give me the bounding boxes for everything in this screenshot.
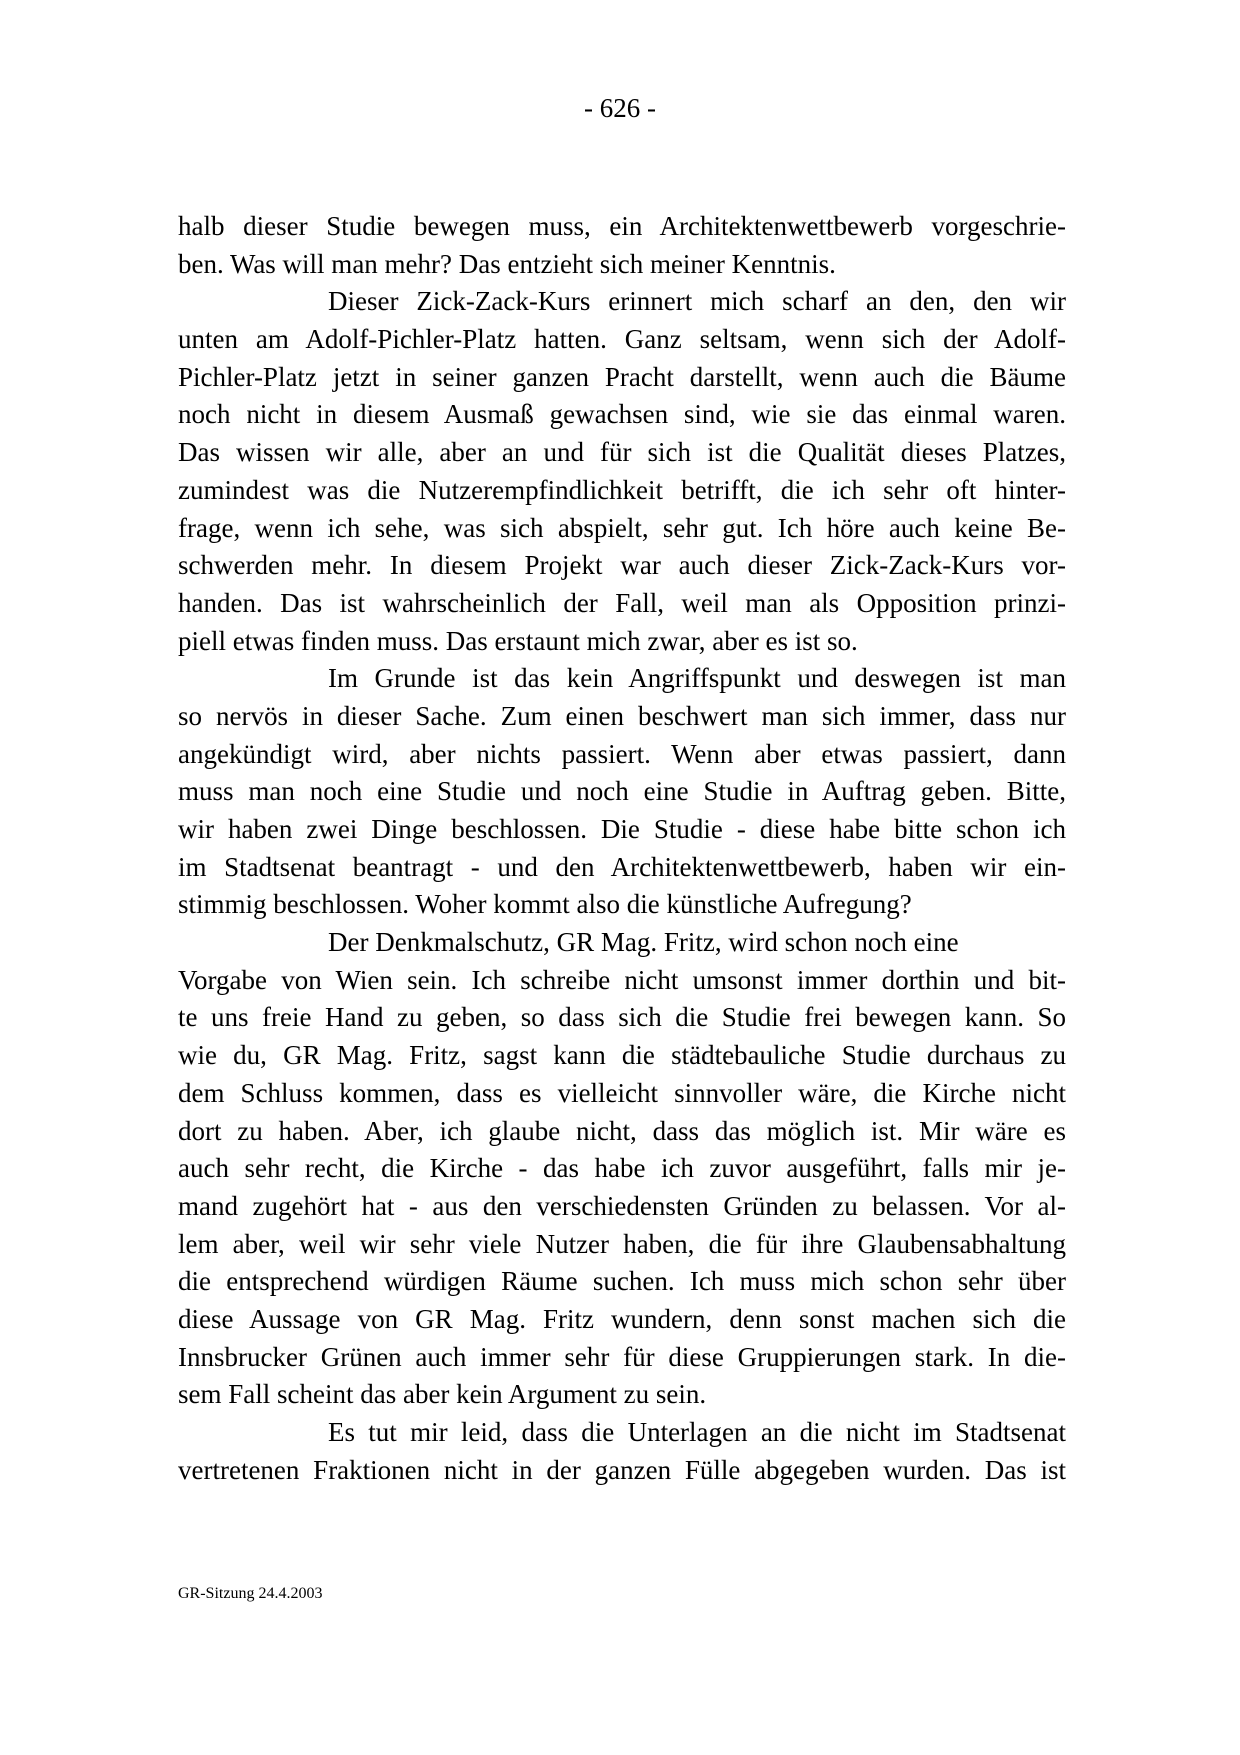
text-line: wie du, GR Mag. Fritz, sagst kann die städtebauliche Studie durchaus zu [178,1040,1066,1071]
text-line: sem Fall scheint das aber kein Argument zu sein. [178,1379,707,1410]
text-line: muss man noch eine Studie und noch eine Studie in Auftrag geben. Bitte, [178,776,1066,807]
text-line: halb dieser Studie bewegen muss, ein Architektenwettbewerb vorgeschrie- [178,211,1066,241]
text-line: dort zu haben. Aber, ich glaube nicht, dass das möglich ist. Mir wäre es [178,1115,1066,1146]
footer-session-date: GR-Sitzung 24.4.2003 [178,1585,323,1602]
text-line: zumindest was die Nutzerempfindlichkeit betrifft, die ich sehr oft hinter- [178,474,1066,505]
text-line: die entsprechend würdigen Räume suchen. Ich muss mich schon sehr über [178,1266,1066,1297]
text-line: frage, wenn ich sehe, was sich abspielt, sehr gut. Ich höre auch keine Be- [178,512,1066,543]
text-line: mand zugehört hat - aus den verschiedensten Gründen zu belassen. Vor al- [178,1190,1066,1221]
body-text [178,208,1066,1489]
text-line: noch nicht in diesem Ausmaß gewachsen sind, wie sie das einmal waren. [178,399,1066,430]
text-line: im Stadtsenat beantragt - und den Architektenwettbewerb, haben wir ein- [178,851,1066,882]
text-line: schwerden mehr. In diesem Projekt war auch dieser Zick-Zack-Kurs vor- [178,550,1066,581]
text-line: auch sehr recht, die Kirche - das habe ich zuvor ausgeführt, falls mir je- [178,1153,1066,1184]
text-line: ben. Was will man mehr? Das entzieht sich meiner Kenntnis. [178,248,836,279]
text-line: Dieser Zick-Zack-Kurs erinnert mich scharf an den, den wir [328,286,1066,317]
text-line: diese Aussage von GR Mag. Fritz wundern, denn sonst machen sich die [178,1303,1066,1334]
text-line: Pichler-Platz jetzt in seiner ganzen Pracht darstellt, wenn auch die Bäume [178,361,1066,392]
text-line: Das wissen wir alle, aber an und für sich ist die Qualität dieses Platzes, [178,437,1066,468]
text-line: Der Denkmalschutz, GR Mag. Fritz, wird schon noch eine [328,927,959,958]
text-line: lem aber, weil wir sehr viele Nutzer haben, die für ihre Glaubensabhaltung [178,1228,1066,1259]
text-line: stimmig beschlossen. Woher kommt also die künstliche Aufregung? [178,889,912,920]
text-line: Innsbrucker Grünen auch immer sehr für diese Gruppierungen stark. In die- [178,1341,1066,1372]
text-line: dem Schluss kommen, dass es vielleicht sinnvoller wäre, die Kirche nicht [178,1077,1066,1108]
text-line: Es tut mir leid, dass die Unterlagen an die nicht im Stadtsenat [328,1417,1066,1447]
text-line: angekündigt wird, aber nichts passiert. Wenn aber etwas passiert, dann [178,738,1066,769]
text-line: vertretenen Fraktionen nicht in der ganzen Fülle abgegeben wurden. Das ist [178,1454,1066,1485]
page-number: - 626 - [584,93,656,123]
text-line: Vorgabe von Wien sein. Ich schreibe nicht umsonst immer dorthin und bit- [178,964,1066,995]
text-line: so nervös in dieser Sache. Zum einen beschwert man sich immer, dass nur [178,700,1066,731]
text-line: handen. Das ist wahrscheinlich der Fall, weil man als Opposition prinzi- [178,587,1066,618]
text-line: wir haben zwei Dinge beschlossen. Die Studie - diese habe bitte schon ich [178,814,1066,844]
text-line: unten am Adolf-Pichler-Platz hatten. Ganz seltsam, wenn sich der Adolf- [178,324,1066,355]
text-line: Im Grunde ist das kein Angriffspunkt und deswegen ist man [328,663,1066,694]
text-line: te uns freie Hand zu geben, so dass sich die Studie frei bewegen kann. So [178,1002,1066,1033]
text-line: piell etwas finden muss. Das erstaunt mich zwar, aber es ist so. [178,625,858,656]
